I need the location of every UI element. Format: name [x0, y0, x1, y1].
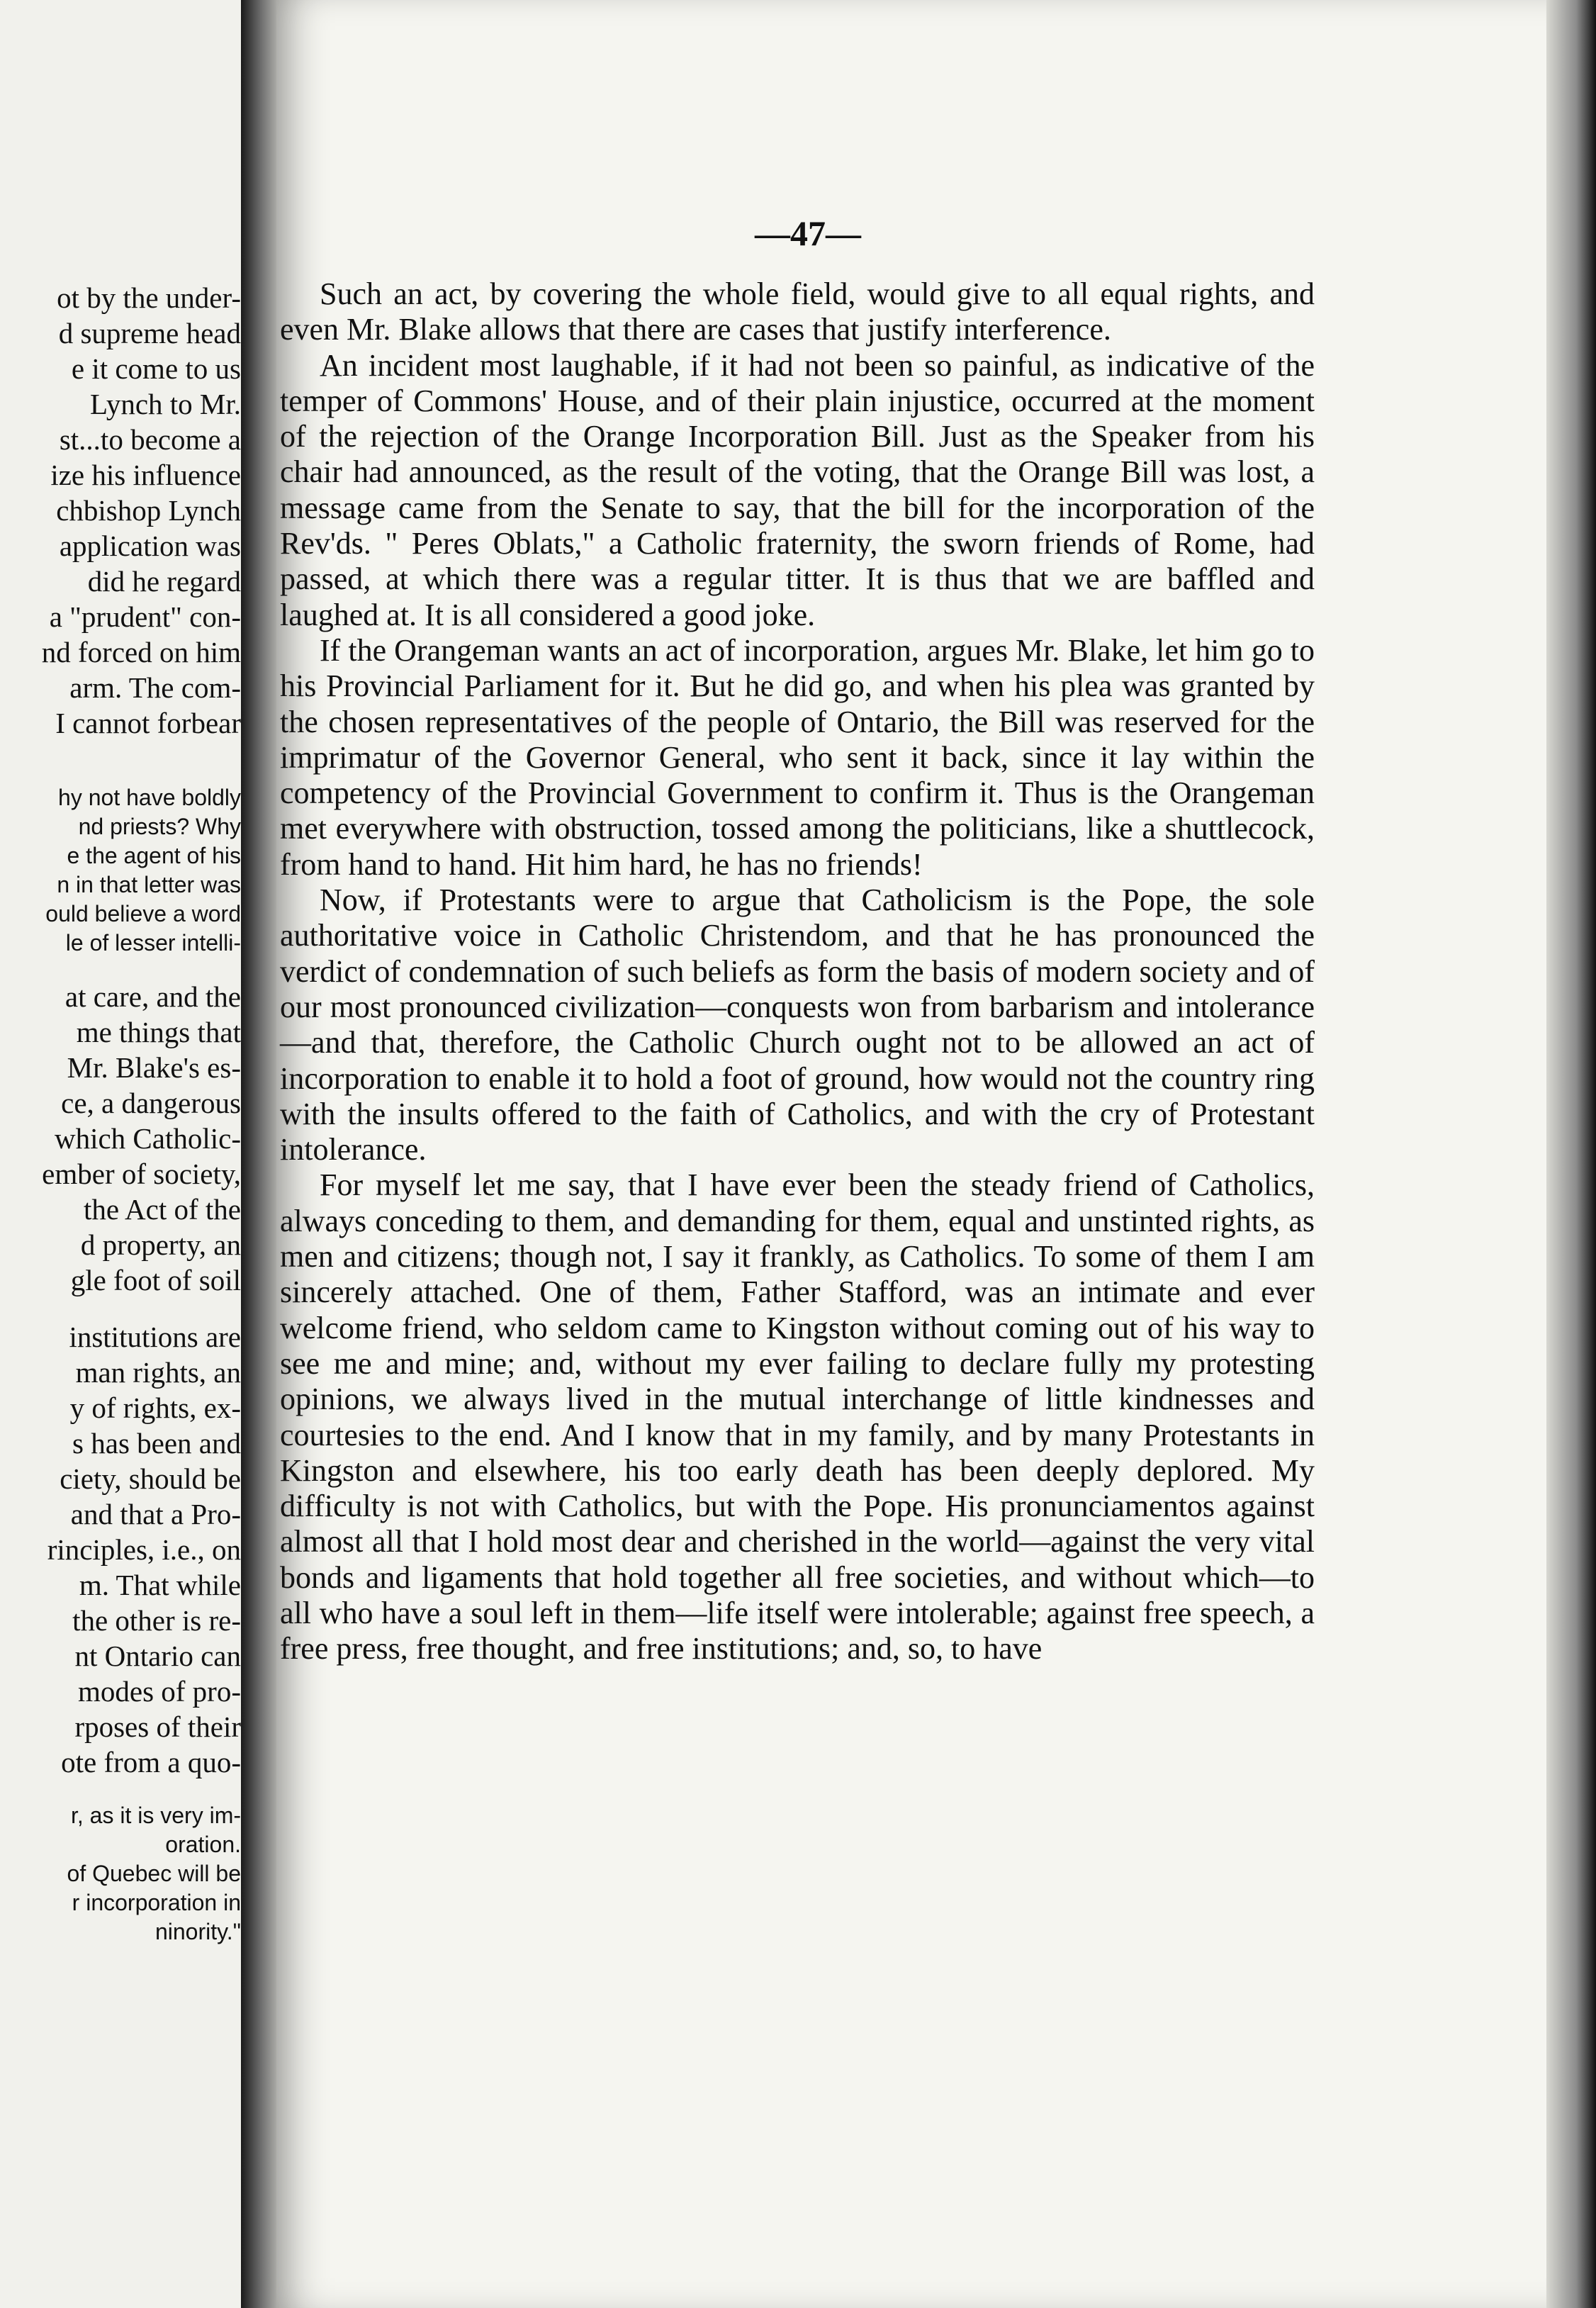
left-footnote-line: r incorporation in	[72, 1890, 241, 1915]
left-line: which Catholic-	[54, 1122, 241, 1155]
left-line: nt Ontario can	[74, 1640, 241, 1672]
left-line: ce, a dangerous	[61, 1087, 241, 1119]
left-line: the other is re-	[72, 1604, 241, 1637]
left-line: ember of society,	[42, 1158, 241, 1190]
left-line: e it come to us	[71, 352, 241, 385]
left-line: me things that	[76, 1016, 241, 1048]
left-line: ciety, should be	[60, 1462, 241, 1495]
paragraph: Now, if Protestants were to argue that Catholicism is the Pope, the sole authoritative voice in Catholic Christendom, and that he has pronounced the verdict of condemnation of such beliefs as form the basis of modern society and of our most pronounced civilization—conquests won from barbarism and intolerance—and that, therefore, the Catholic Church ought not to be allowed an act of incorporation to enable it to hold a foot of ground, how would not the country ring with the insults offered to the faith of Catholics, and with the cry of Protestant intolerance.	[280, 883, 1315, 1167]
left-line: rposes of their	[74, 1710, 241, 1743]
page-number: —47—	[755, 213, 861, 253]
paragraph: For myself let me say, that I have ever been the steady friend of Catholics, always conceding to them, and demanding for them, equal and unstinted rights, as men and citizens; though not, I say it frankly, as Catholics. To some of them I am sincerely attached. One of them, Father Stafford, was an intimate and ever welcome friend, who seldom came to Kingston without coming out of his way to see me and mine; and, without my ever failing to declare fully my protesting opinions, we always lived in the mutual interchange of little kindnesses and courtesies to the end. And I know that in my family, and by many Protestants in Kingston and elsewhere, his too early death has been deeply deplored. My difficulty is not with Catholics, but with the Pope. His pronunciamentos against almost all that I hold most dear and cherished in the world—against the very vital bonds and ligaments that hold together all free societies, and without which—to all who have a soul left in them—life itself were intolerable; against free speech, a free press, free thought, and free institutions; and, so, to have	[280, 1167, 1315, 1666]
page-edge	[1546, 0, 1596, 2308]
left-line: institutions are	[69, 1321, 241, 1353]
left-line: st...to become a	[59, 423, 241, 456]
left-line: modes of pro-	[77, 1675, 241, 1708]
left-line: ote from a quo-	[61, 1746, 241, 1778]
left-line: chbishop Lynch	[56, 494, 241, 527]
left-line: arm. The com-	[69, 671, 241, 704]
previous-page-fragment	[0, 0, 241, 2308]
left-line: m. That while	[79, 1569, 241, 1601]
left-footnote-line: e the agent of his	[67, 843, 241, 868]
left-line: man rights, an	[75, 1356, 241, 1389]
left-footnote-line: r, as it is very im-	[70, 1803, 241, 1828]
paragraph: If the Orangeman wants an act of incorporation, argues Mr. Blake, let him go to his Provincial Parliament for it. But he did go, and when his plea was granted by the chosen representatives of the people of Ontario, the Bill was reserved for the imprimatur of the Governor General, who sent it back, since it lay within the competency of the Provincial Government to confirm it. Thus is the Orangeman met everywhere with obstruction, tossed among the politicians, like a shuttlecock, from hand to hand. Hit him hard, he has no friends!	[280, 632, 1315, 882]
left-line: ize his influence	[50, 459, 241, 491]
left-line: Mr. Blake's es-	[67, 1051, 241, 1084]
left-line: d property, an	[80, 1228, 241, 1261]
left-line: and that a Pro-	[70, 1498, 241, 1530]
left-line: ot by the under-	[57, 281, 241, 314]
left-footnote-line: of Quebec will be	[67, 1861, 241, 1886]
page-body	[280, 276, 1315, 1667]
left-line: y of rights, ex-	[69, 1391, 241, 1424]
left-line: did he regard	[87, 565, 241, 598]
left-line: d supreme head	[58, 317, 241, 349]
left-line: the Act of the	[83, 1193, 241, 1226]
left-line: rinciples, i.e., on	[47, 1533, 241, 1566]
paragraph: An incident most laughable, if it had not been so painful, as indicative of the temper of Commons' House, and of their plain injustice, occurred at the moment of the rejection of the Orange Incorporation Bill. Just as the Speaker from his chair had announced, as the result of the voting, that the Orange Bill was lost, a message came from the Senate to say, that the bill for the incorporation of the Rev'ds. " Peres Oblats," a Catholic fraternity, the sworn friends of Rome, had passed, at which there was a regular titter. It is thus that we are baffled and laughed at. It is all considered a good joke.	[280, 347, 1315, 632]
left-line: a "prudent" con-	[49, 600, 241, 633]
left-footnote-line: ould believe a word	[45, 901, 241, 926]
left-footnote-line: oration.	[165, 1832, 241, 1857]
left-footnote-line: le of lesser intelli-	[65, 930, 241, 956]
left-line: at care, and the	[64, 980, 241, 1013]
left-footnote-line: nd priests? Why	[78, 814, 241, 839]
paragraph: Such an act, by covering the whole field, would give to all equal rights, and even Mr. Blake allows that there are cases that justify interference.	[280, 276, 1315, 347]
left-footnote-line: n in that letter was	[57, 872, 241, 897]
left-line: I cannot forbear	[55, 707, 241, 739]
previous-page-text	[0, 280, 241, 1946]
left-line: Lynch to Mr.	[90, 388, 241, 420]
left-footnote-line: ninority."	[154, 1919, 241, 1944]
left-line: gle foot of soil	[70, 1264, 241, 1296]
left-line: s has been and	[72, 1427, 241, 1460]
left-line: application was	[59, 530, 241, 562]
left-line: nd forced on him	[41, 636, 241, 668]
left-footnote-line: hy not have boldly	[58, 785, 241, 810]
